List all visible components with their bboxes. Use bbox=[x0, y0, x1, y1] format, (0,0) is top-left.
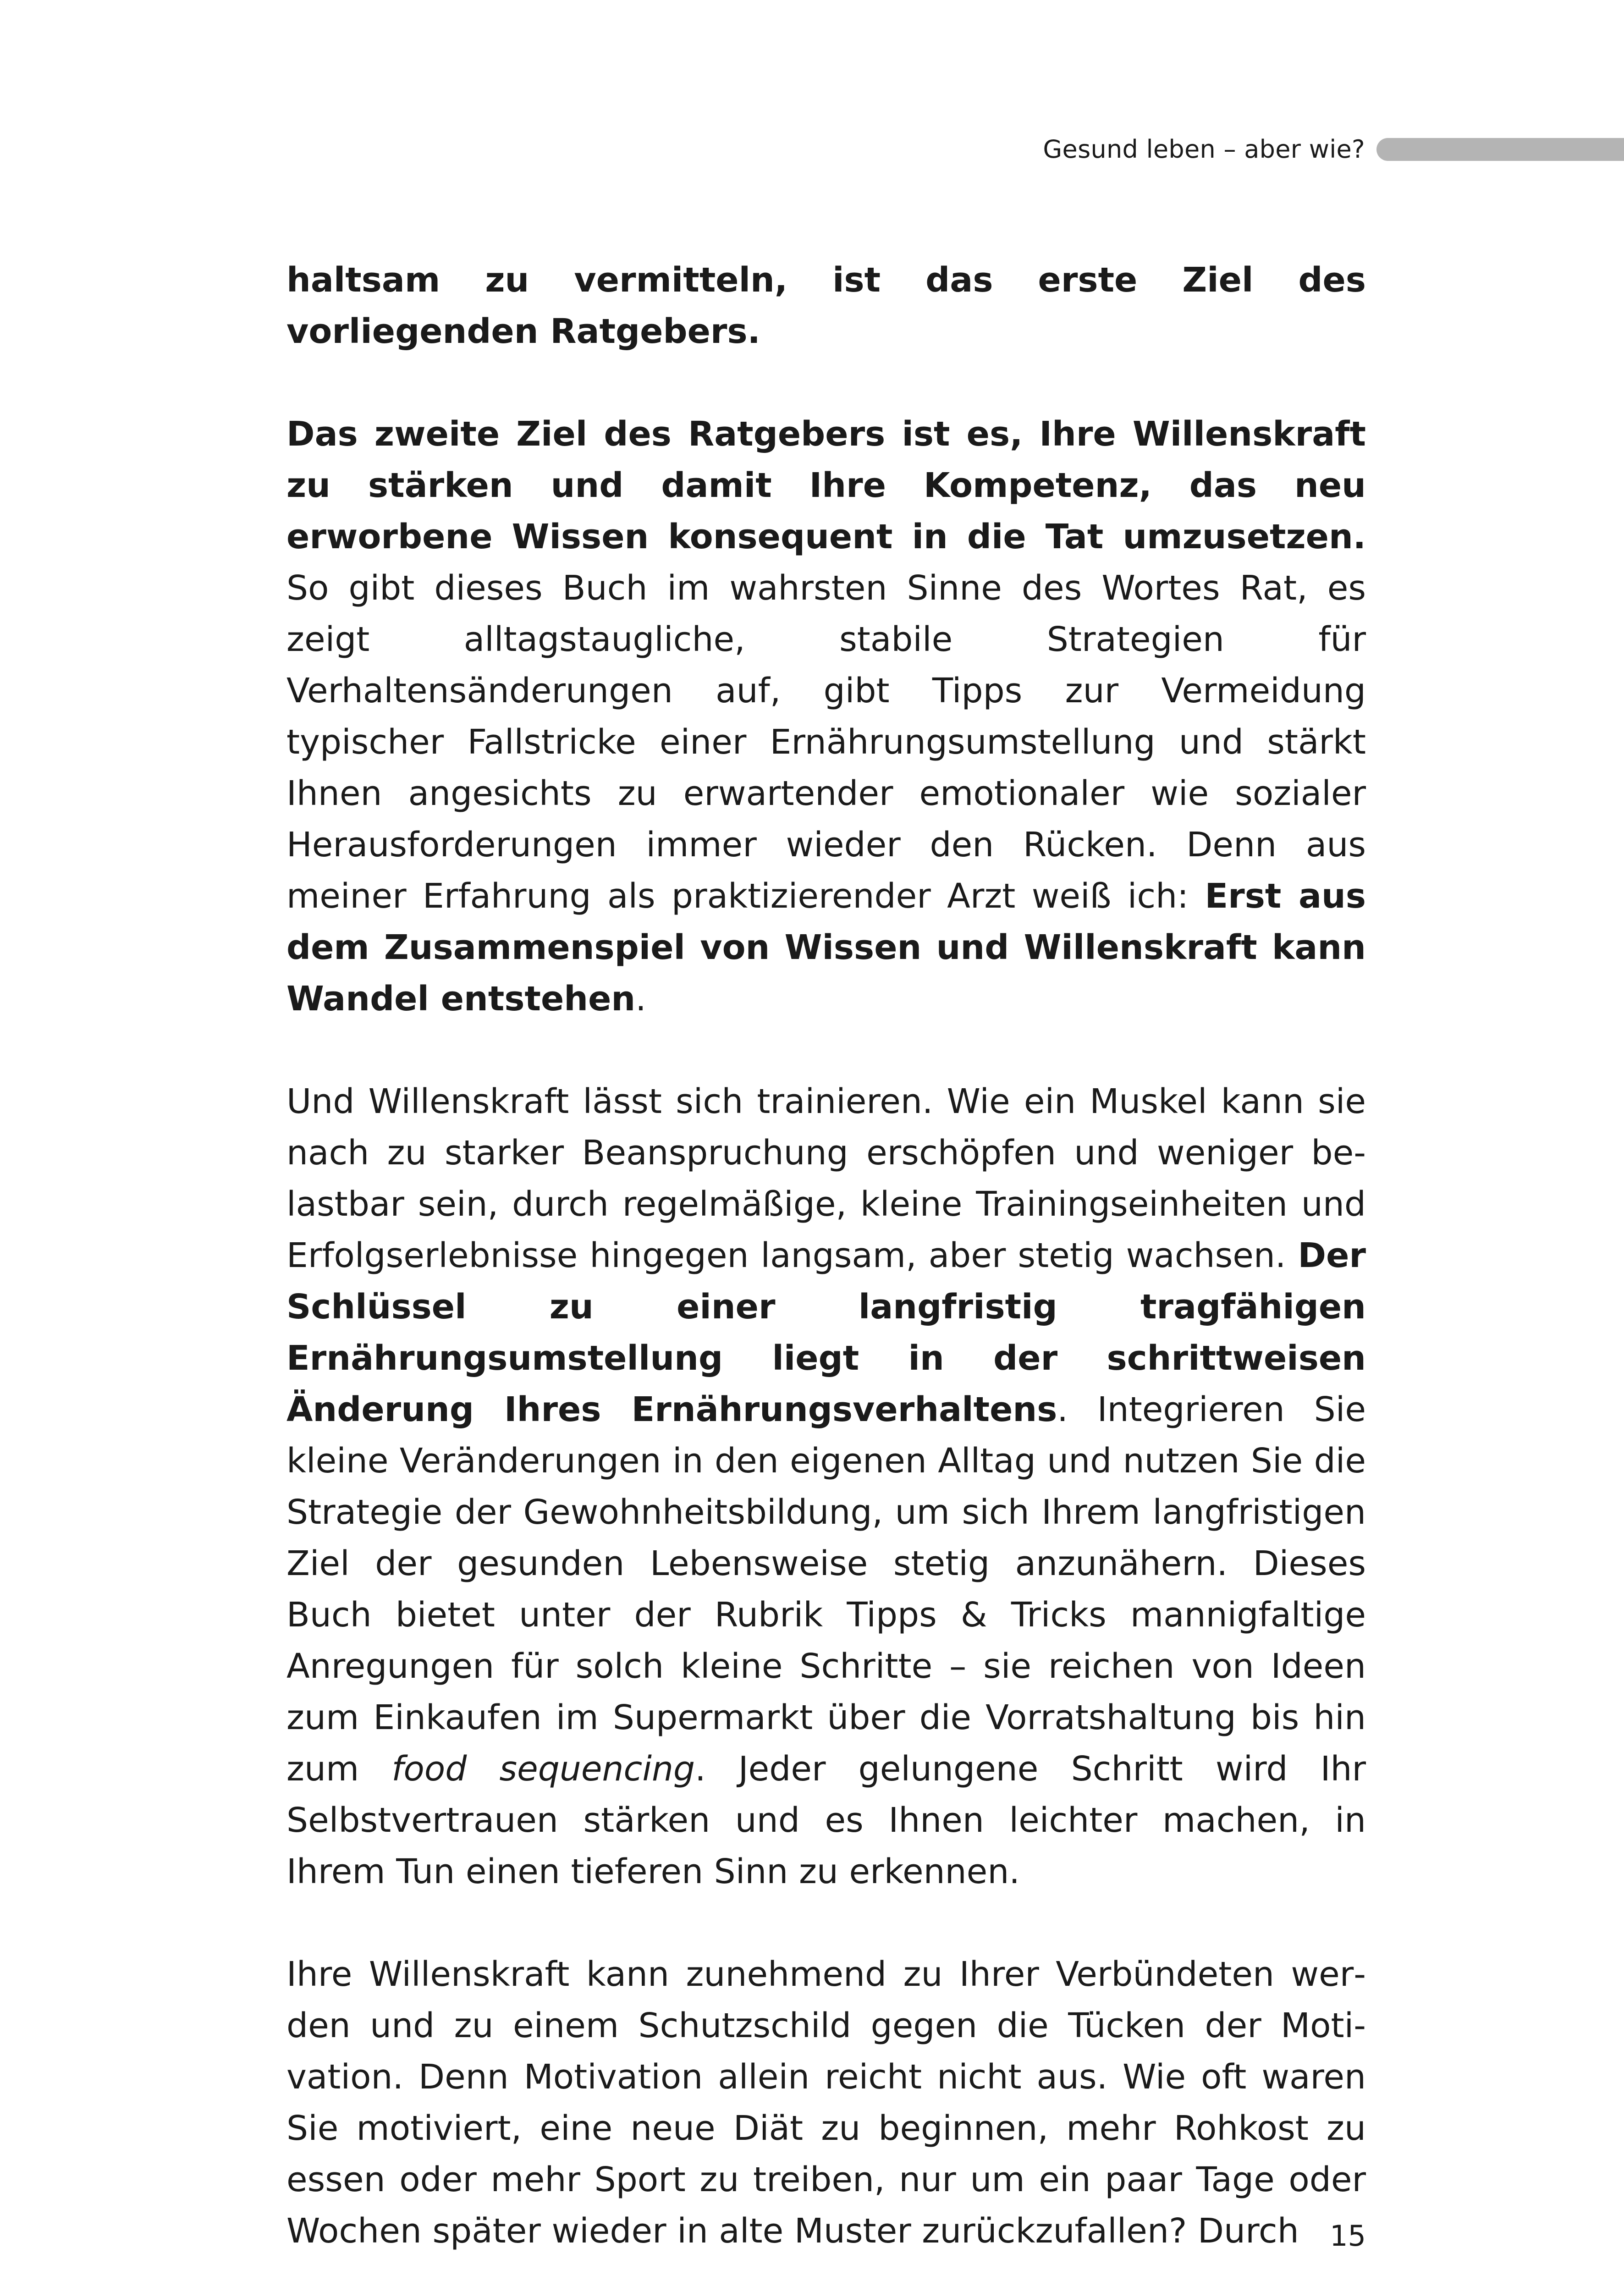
bold-text: haltsam zu vermitteln, ist das erste Ziel des vorliegenden Ratgebers. bbox=[286, 260, 1366, 351]
header-bar bbox=[1376, 138, 1624, 161]
page-number: 15 bbox=[1330, 2219, 1366, 2253]
bold-text: Das zweite Ziel des Ratgebers ist es, Ihre Willenskraft zu stärken und damit Ihre Kompetenz, das neu erworbene Wissen konsequent in die Tat umzusetzen. bbox=[286, 414, 1366, 556]
text-run: Ihre Willenskraft kann zunehmend zu Ihrer Verbündeten werden und zu einem Schutzschild gegen die Tücken der Motivation. Denn Motivation allein reicht nicht aus. Wie oft waren Sie motiviert, eine neue Diät zu beginnen, mehr Rohkost zu essen oder mehr Sport zu treiben, nur um ein paar Tage oder Wochen später wieder in alte Muster zurückzufallen? Durch bbox=[286, 1955, 1366, 2251]
bold-text: Erst aus dem Zusammenspiel von Wissen und Willenskraft kann Wandel entstehen bbox=[286, 876, 1366, 1019]
body-text bbox=[286, 254, 1366, 2257]
paragraph bbox=[286, 254, 1366, 357]
text-run: Und Willenskraft lässt sich trainieren. Wie ein Muskel kann sie nach zu starker Beanspruchung erschöpfen und weniger belastbar sein, durch regelmäßige, kleine Trainingseinheiten und Erfolgserlebnisse hingegen langsam, aber stetig wachsen. bbox=[286, 1082, 1366, 1275]
paragraph bbox=[286, 1076, 1366, 1897]
running-head: Gesund leben – aber wie? bbox=[1043, 135, 1365, 164]
paragraph bbox=[286, 408, 1366, 1025]
italic-text: food sequencing bbox=[391, 1749, 695, 1789]
text-run: . bbox=[635, 979, 646, 1019]
text-run: So gibt dieses Buch im wahrsten Sinne des Wortes Rat, es zeigt alltagstaugliche, stabile Strategien für Verhaltensänderungen auf, gibt Tipps zur Vermeidung typischer Fallstricke einer Ernährungsumstellung und stärkt Ihnen angesichts zu erwartender emotionaler wie sozialer Herausforderungen immer wieder den Rücken. Denn aus meiner Erfahrung als praktizierender Arzt weiß ich: bbox=[286, 568, 1366, 916]
text-run: . Integrieren Sie kleine Veränderungen in den eigenen Alltag und nutzen Sie die Strategie der Gewohnheitsbildung, um sich Ihrem langfristigen Ziel der gesunden Lebensweise stetig anzunähern. Dieses Buch bietet unter der Rubrik Tipps & Tricks mannigfaltige Anregungen für solch kleine Schritte – sie reichen von Ideen zum Einkaufen im Supermarkt über die Vorratshaltung bis hin zum bbox=[286, 1390, 1366, 1789]
text-run: . Jeder gelungene Schritt wird Ihr Selbstvertrauen stärken und es Ihnen leichter machen, in Ihrem Tun einen tieferen Sinn zu erkennen. bbox=[286, 1749, 1366, 1891]
paragraph bbox=[286, 1949, 1366, 2257]
bold-text: Der Schlüssel zu einer langfristig tragfähigen Ernährungsumstellung liegt in der schrittweisen Änderung Ihres Ernährungsverhaltens bbox=[286, 1236, 1366, 1429]
